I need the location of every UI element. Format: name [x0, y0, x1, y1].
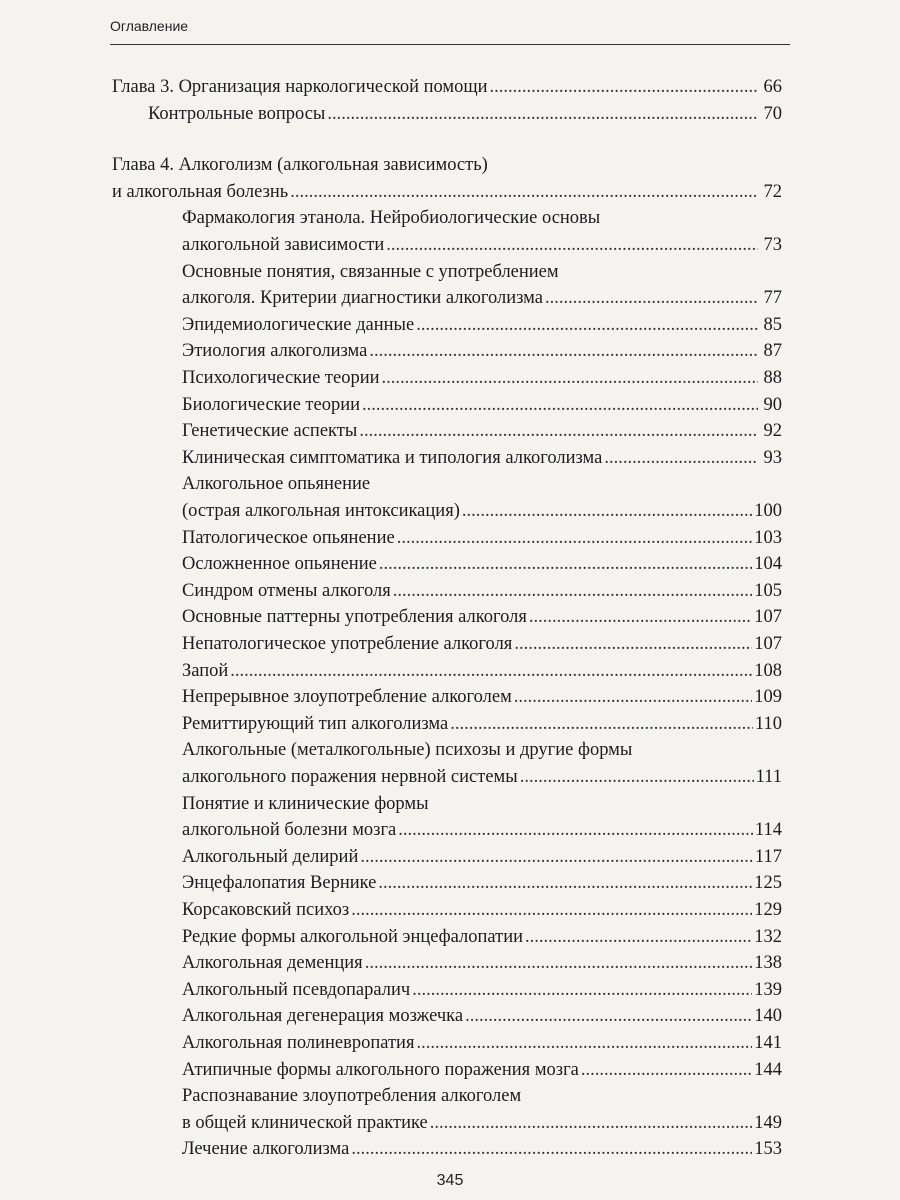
toc-entry: [0, 498, 900, 524]
toc-page-number: 103: [754, 527, 782, 548]
toc-entry-title: и алкогольная болезнь: [112, 181, 289, 202]
toc-page-number: 138: [754, 953, 782, 974]
toc-entry-title: Алкогольная полиневропатия: [182, 1033, 415, 1053]
toc-entry-title: Осложненное опьянение: [182, 554, 377, 575]
dot-leader: [545, 285, 758, 312]
toc-entry: [0, 658, 900, 684]
toc-entry: [0, 74, 900, 100]
toc-page-number: 140: [754, 1006, 782, 1027]
dot-leader: [327, 101, 758, 128]
toc-entry-title: Патологическое опьянение: [182, 527, 395, 548]
toc-page-number: 132: [754, 926, 782, 947]
toc-page-number: 141: [754, 1033, 782, 1053]
toc-entry-title: Этиология алкоголизма: [182, 341, 368, 362]
toc-page-number: 144: [754, 1059, 782, 1080]
toc-entry-title: Алкогольное опьянение: [182, 474, 371, 495]
toc-entry: [0, 179, 900, 205]
toc-page-number: 85: [763, 314, 782, 335]
toc-page-number: 70: [763, 103, 782, 124]
toc-entry-title: Клиническая симптоматика и типология алкоголизма: [182, 447, 603, 468]
toc-entry-title: Лечение алкоголизма: [182, 1139, 350, 1160]
toc-entry-title: Непрерывное злоупотребление алкоголем: [182, 687, 512, 708]
toc-page-number: 129: [754, 900, 782, 920]
toc-entry: [0, 525, 900, 551]
dot-leader: [290, 179, 758, 206]
toc-page-number: 108: [754, 660, 782, 681]
dot-leader: [397, 525, 753, 552]
toc-entry: [0, 711, 900, 737]
toc-entry-title: Биологические теории: [182, 394, 361, 415]
toc-page-number: 90: [763, 394, 782, 415]
toc-entry-title: Редкие формы алкогольной энцефалопатии: [182, 926, 524, 947]
dot-leader: [525, 924, 752, 951]
toc-entry-title: Алкогольные (металкогольные) психозы и другие формы: [182, 740, 633, 761]
toc-entry-title: Психологические теории: [182, 368, 380, 388]
toc-entry: [0, 684, 900, 710]
toc-entry: [0, 1057, 900, 1083]
toc-entry: [0, 101, 900, 127]
page-number: 345: [436, 1172, 464, 1189]
toc-entry: [0, 338, 900, 364]
toc-entry: [0, 392, 900, 418]
toc-entry: [0, 471, 900, 497]
toc-entry: [0, 259, 900, 285]
toc-entry-title: Распознавание злоупотребления алкоголем: [182, 1086, 522, 1107]
dot-leader: [465, 1003, 752, 1030]
toc-entry-title: Алкогольная дегенерация мозжечка: [182, 1006, 464, 1027]
toc-entry-title: (острая алкогольная интоксикация): [182, 501, 460, 521]
toc-page-number: 73: [763, 235, 782, 255]
toc-entry-title: алкогольной болезни мозга: [182, 820, 397, 841]
toc-entry: [0, 737, 900, 763]
dot-leader: [416, 1030, 752, 1057]
toc-entry-title: Эпидемиологические данные: [182, 314, 415, 335]
toc-page-number: 93: [763, 447, 782, 468]
toc-entry-title: Основные понятия, связанные с употреблением: [182, 261, 559, 282]
toc-entry-title: алкогольного поражения нервной системы: [182, 767, 518, 787]
toc-entry-title: Синдром отмены алкоголя: [182, 580, 391, 601]
toc-entry: [0, 977, 900, 1003]
toc-entry-title: алкогольной зависимости: [182, 235, 385, 255]
toc-page-number: 72: [763, 181, 782, 202]
dot-leader: [351, 1136, 752, 1163]
toc-entry-title: Непатологическое употребление алкоголя: [182, 634, 513, 654]
dot-leader: [230, 658, 752, 685]
toc-entry: [0, 445, 900, 471]
dot-leader: [360, 844, 753, 871]
toc-page-number: 87: [763, 341, 782, 362]
toc-entry: [0, 1136, 900, 1162]
dot-leader: [514, 631, 752, 658]
toc-entry: [0, 897, 900, 923]
running-header: Оглавление: [110, 18, 189, 34]
dot-leader: [430, 1110, 752, 1137]
toc-entry-title: Атипичные формы алкогольного поражения мозга: [182, 1059, 579, 1080]
toc-page-number: 66: [763, 77, 782, 97]
header-rule: [110, 44, 790, 45]
toc-entry: [0, 764, 900, 790]
dot-leader: [365, 950, 753, 977]
toc-page-number: 100: [754, 501, 782, 521]
toc-entry: [0, 232, 900, 258]
toc-entry: [0, 1003, 900, 1029]
toc-entry-title: Энцефалопатия Вернике: [182, 873, 377, 894]
toc-page-number: 105: [754, 580, 782, 601]
dot-leader: [359, 418, 758, 445]
toc-entry: [0, 205, 900, 231]
toc-entry: [0, 1083, 900, 1109]
toc-page-number: 107: [754, 607, 782, 628]
toc-page-number: 125: [754, 873, 782, 894]
dot-leader: [362, 392, 758, 419]
dot-leader: [412, 977, 752, 1004]
dot-leader: [386, 232, 758, 259]
toc-page-number: 117: [754, 846, 782, 867]
dot-leader: [378, 870, 752, 897]
toc-entry: [0, 1030, 900, 1056]
toc-page-number: 139: [754, 979, 782, 1000]
toc-page-number: 107: [754, 634, 782, 654]
dot-leader: [520, 764, 754, 791]
toc-entry-title: Фармакология этанола. Нейробиологические основы: [182, 208, 601, 229]
toc-entry-title: Ремиттирующий тип алкоголизма: [182, 713, 449, 734]
toc-entry-title: в общей клинической практике: [182, 1112, 428, 1133]
toc-entry-title: алкоголя. Критерии диагностики алкоголизма: [182, 288, 543, 309]
toc-entry-title: Алкогольный делирий: [182, 846, 359, 867]
toc-entry: [0, 365, 900, 391]
dot-leader: [369, 338, 758, 365]
toc-entry: [0, 418, 900, 444]
dot-leader: [379, 551, 752, 578]
toc-page-number: 111: [755, 767, 782, 787]
dot-leader: [382, 365, 758, 392]
toc-entry: [0, 152, 900, 178]
dot-leader: [462, 498, 752, 525]
dot-leader: [450, 711, 753, 738]
toc-entry-title: Запой: [182, 660, 229, 681]
dot-leader: [529, 604, 752, 631]
toc-page-number: 77: [763, 288, 782, 309]
dot-leader: [398, 817, 753, 844]
toc-page-number: 109: [754, 687, 782, 708]
toc-entry-title: Корсаковский психоз: [182, 900, 350, 920]
toc-page-number: 110: [754, 713, 782, 734]
toc-entry: [0, 285, 900, 311]
dot-leader: [416, 312, 758, 339]
toc-entry-title: Алкогольная деменция: [182, 953, 363, 974]
toc-page-number: 92: [763, 421, 782, 442]
toc-page-number: 153: [754, 1139, 782, 1160]
dot-leader: [514, 684, 752, 711]
toc-entry: [0, 312, 900, 338]
toc-entry: [0, 1110, 900, 1136]
toc-entry: [0, 631, 900, 657]
toc-entry-title: Глава 4. Алкоголизм (алкогольная зависимость): [112, 155, 488, 176]
toc-page-number: 114: [754, 820, 782, 841]
dot-leader: [490, 74, 758, 101]
toc-entry: [0, 604, 900, 630]
toc-entry-title: Алкогольный псевдопаралич: [182, 979, 411, 1000]
dot-leader: [581, 1057, 752, 1084]
dot-leader: [393, 578, 752, 605]
toc-page-number: 88: [763, 368, 782, 388]
toc-entry-title: Понятие и клинические формы: [182, 793, 429, 814]
toc-entry: [0, 551, 900, 577]
toc-entry-title: Генетические аспекты: [182, 421, 358, 442]
toc-entry: [0, 924, 900, 950]
toc-entry-title: Глава 3. Организация наркологической помощи: [112, 77, 488, 97]
toc-entry: [0, 950, 900, 976]
toc-entry-title: Основные паттерны употребления алкоголя: [182, 607, 527, 628]
toc-entry: [0, 817, 900, 843]
dot-leader: [604, 445, 758, 472]
toc-entry: [0, 791, 900, 817]
toc-entry: [0, 870, 900, 896]
toc-entry-title: Контрольные вопросы: [148, 103, 326, 124]
toc-page-number: 149: [754, 1112, 782, 1133]
toc-entry: [0, 578, 900, 604]
dot-leader: [351, 897, 752, 924]
toc-entry: [0, 844, 900, 870]
toc-page-number: 104: [754, 554, 782, 575]
